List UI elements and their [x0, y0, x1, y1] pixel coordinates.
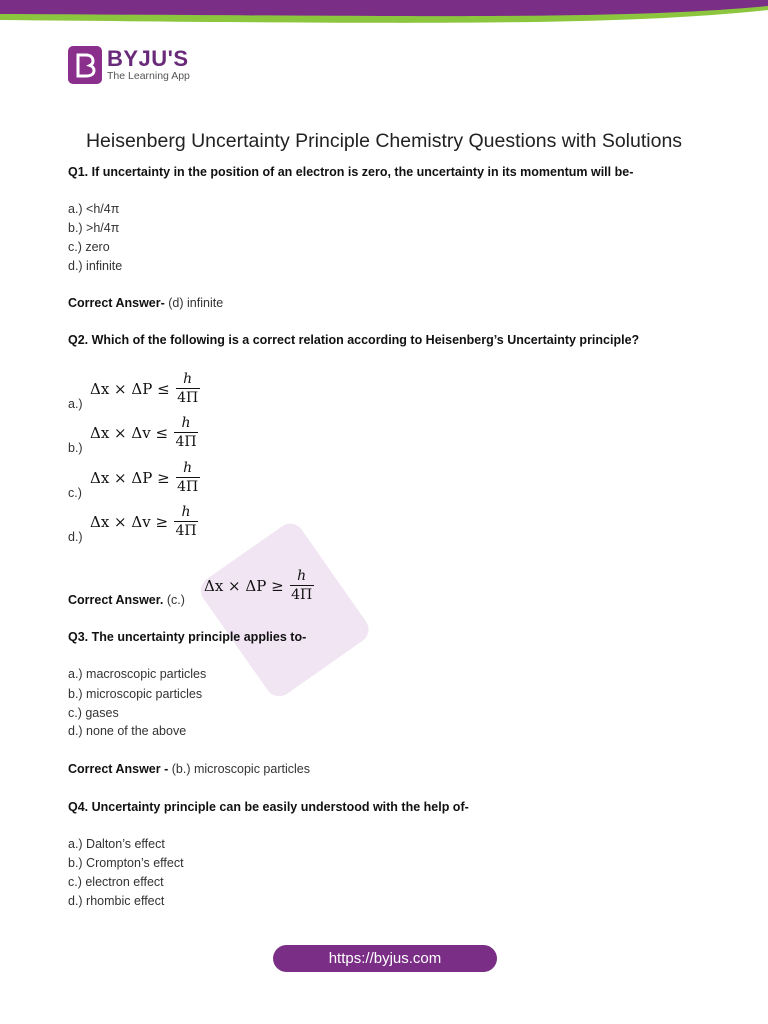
q1-option-d: d.) infinite [68, 259, 123, 273]
q4-option-a: a.) Dalton’s effect [68, 837, 165, 851]
q3-answer [68, 762, 310, 776]
footer-url-link[interactable]: https://byjus.com [273, 945, 497, 972]
question-2: Q2. Which of the following is a correct relation according to Heisenberg’s Uncertainty principle? [68, 333, 640, 347]
q2-answer-label: Correct Answer. [68, 593, 164, 607]
formula-den: 4Π [175, 434, 197, 450]
formula-num: h [181, 415, 191, 431]
q3-option-c: c.) gases [68, 706, 119, 720]
q1-option-c: c.) zero [68, 240, 110, 254]
q1-option-a: a.) <h/4π [68, 202, 120, 216]
q2-option-a-label: a.) [68, 397, 83, 411]
formula-lhs: Δx × ΔP ≥ [204, 576, 284, 595]
q2-option-d-formula [90, 503, 198, 540]
q4-option-d: d.) rhombic effect [68, 894, 165, 908]
byjus-logo[interactable] [68, 46, 190, 84]
q3-answer-value: (b.) microscopic particles [168, 762, 310, 776]
q3-option-b: b.) microscopic particles [68, 687, 203, 701]
q4-option-c: c.) electron effect [68, 875, 164, 889]
q2-option-a-formula [90, 370, 200, 407]
formula-den: 4Π [291, 587, 313, 603]
q2-answer-formula [204, 567, 314, 604]
formula-lhs: Δx × Δv ≤ [90, 423, 169, 442]
q2-option-c-formula [90, 459, 200, 496]
q2-option-b-formula [90, 414, 198, 451]
formula-den: 4Π [177, 479, 199, 495]
q2-answer-value: (c.) [163, 593, 185, 607]
question-1: Q1. If uncertainty in the position of an electron is zero, the uncertainty in its momentum will be- [68, 165, 634, 179]
formula-lhs: Δx × Δv ≥ [90, 512, 169, 531]
watermark-logo [180, 300, 640, 720]
formula-lhs: Δx × ΔP ≤ [90, 379, 170, 398]
q1-answer-value: (d) infinite [164, 296, 224, 310]
logo-tagline: The Learning App [107, 70, 190, 82]
q1-answer-label: Correct Answer- [68, 296, 165, 310]
page-title: Heisenberg Uncertainty Principle Chemistry Questions with Solutions [85, 130, 683, 152]
q2-option-c-label: c.) [68, 486, 82, 500]
q2-option-d-label: d.) [68, 530, 83, 544]
q4-option-b: b.) Crompton’s effect [68, 856, 184, 870]
formula-den: 4Π [177, 390, 199, 406]
formula-lhs: Δx × ΔP ≥ [90, 468, 170, 487]
q2-option-b-label: b.) [68, 441, 83, 455]
question-4: Q4. Uncertainty principle can be easily understood with the help of- [68, 800, 469, 814]
q3-option-d: d.) none of the above [68, 724, 187, 738]
formula-num: h [181, 504, 191, 520]
formula-den: 4Π [175, 523, 197, 539]
q2-answer [68, 593, 185, 607]
formula-num: h [183, 460, 193, 476]
logo-brand: BYJU'S [107, 46, 189, 71]
header-band [0, 0, 768, 30]
formula-num: h [297, 568, 307, 584]
q1-answer [68, 296, 223, 310]
q1-option-b: b.) >h/4π [68, 221, 120, 235]
formula-num: h [183, 371, 193, 387]
logo-mark-icon [68, 46, 102, 84]
q3-option-a: a.) macroscopic particles [68, 667, 207, 681]
q3-answer-label: Correct Answer - [68, 762, 169, 776]
question-3: Q3. The uncertainty principle applies to- [68, 630, 307, 644]
